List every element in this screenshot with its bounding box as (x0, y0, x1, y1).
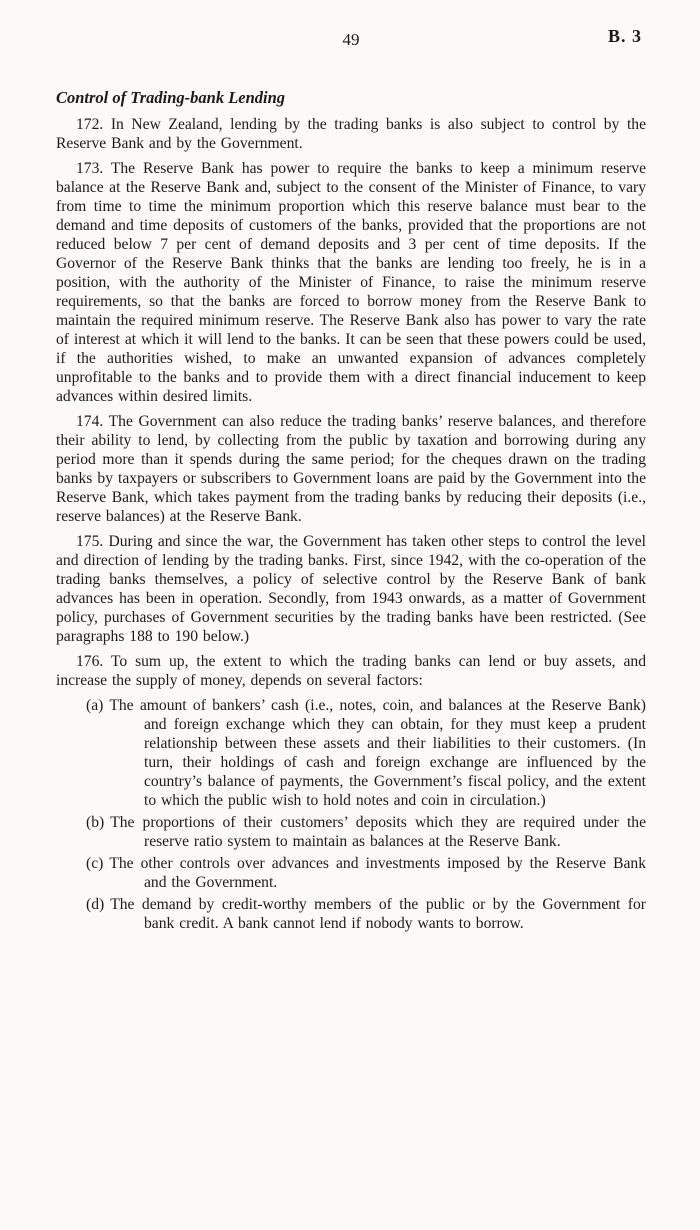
list-item-d (56, 895, 646, 933)
list-item-label: (b) (86, 814, 105, 831)
paragraph-174: 174. The Government can also reduce the trading banks’ reserve balances, and therefore their ability to lend, by collecting from the public by taxation and borrowing during any period more than it spends during the same period; for the cheques drawn on the trading banks by taxpayers or subscribers to Government loans are paid by the Government into the Reserve Bank, which takes payment from the trading banks by reducing their deposits (i.e., reserve balances) at the Reserve Bank. (56, 413, 646, 525)
list-item-c (56, 854, 646, 892)
list-item-a (56, 696, 646, 810)
paragraph-173: 173. The Reserve Bank has power to require the banks to keep a minimum reserve balance at the Reserve Bank and, subject to the consent of the Minister of Finance, to vary from time to time the minimum proportion which this reserve balance must bear to the demand and time deposits of customers of the banks, provided that the proportions are not reduced below 7 per cent of demand deposits and 3 per cent of time deposits. If the Governor of the Reserve Bank thinks that the banks are lending too freely, he is in a position, with the authority of the Minister of Finance, to raise the minimum reserve requirements, so that the banks are forced to borrow money from the Reserve Bank to maintain the required minimum reserve. The Reserve Bank also has power to vary the rate of interest at which it will lend to the banks. It can be seen that these powers could be used, if the authorities wished, to make an unwanted expansion of advances completely unprofitable to the banks and to provide them with a direct financial inducement to keep advances within desired limits. (56, 160, 646, 405)
list-item-text: The proportions of their customers’ deposits which they are required under the reserve ratio system to maintain as balances at the Reserve Bank. (110, 814, 646, 850)
page-number: 49 (342, 30, 360, 49)
paragraph-175: 175. During and since the war, the Government has taken other steps to control the level and direction of lending by the trading banks. First, since 1942, with the co-operation of the trading banks themselves, a policy of selective control by the Reserve Bank of bank advances has been in operation. Secondly, from 1943 onwards, as a matter of Government policy, purchases of Government securities by the trading banks have been restricted. (See paragraphs 188 to 190 below.) (56, 533, 646, 645)
paragraph-176: 176. To sum up, the extent to which the trading banks can lend or buy assets, and increase the supply of money, depends on several factors: (56, 653, 646, 689)
list-item-text: The demand by credit-worthy members of the public or by the Government for bank credit. A bank cannot lend if nobody wants to borrow. (110, 896, 646, 932)
list-item-text: The other controls over advances and investments imposed by the Reserve Bank and the Government. (109, 855, 646, 891)
page-header (56, 26, 646, 54)
list-item-label: (c) (86, 855, 104, 872)
list-item-text: The amount of bankers’ cash (i.e., notes, coin, and balances at the Reserve Bank) and foreign exchange which they can obtain, for they must keep a prudent relationship between these assets and their liabilities to their customers. (In turn, their holdings of cash and foreign exchange are influenced by the country’s balance of payments, the Government’s fiscal policy, and the extent to which the public wish to hold notes and coin in circulation.) (109, 697, 646, 809)
paragraph-172: 172. In New Zealand, lending by the trading banks is also subject to control by the Reserve Bank and by the Government. (56, 116, 646, 152)
list-item-b (56, 813, 646, 851)
section-title: Control of Trading-bank Lending (56, 88, 286, 107)
header-reference: B. 3 (607, 26, 642, 46)
list-item-label: (d) (86, 896, 105, 913)
list-item-label: (a) (86, 697, 104, 714)
